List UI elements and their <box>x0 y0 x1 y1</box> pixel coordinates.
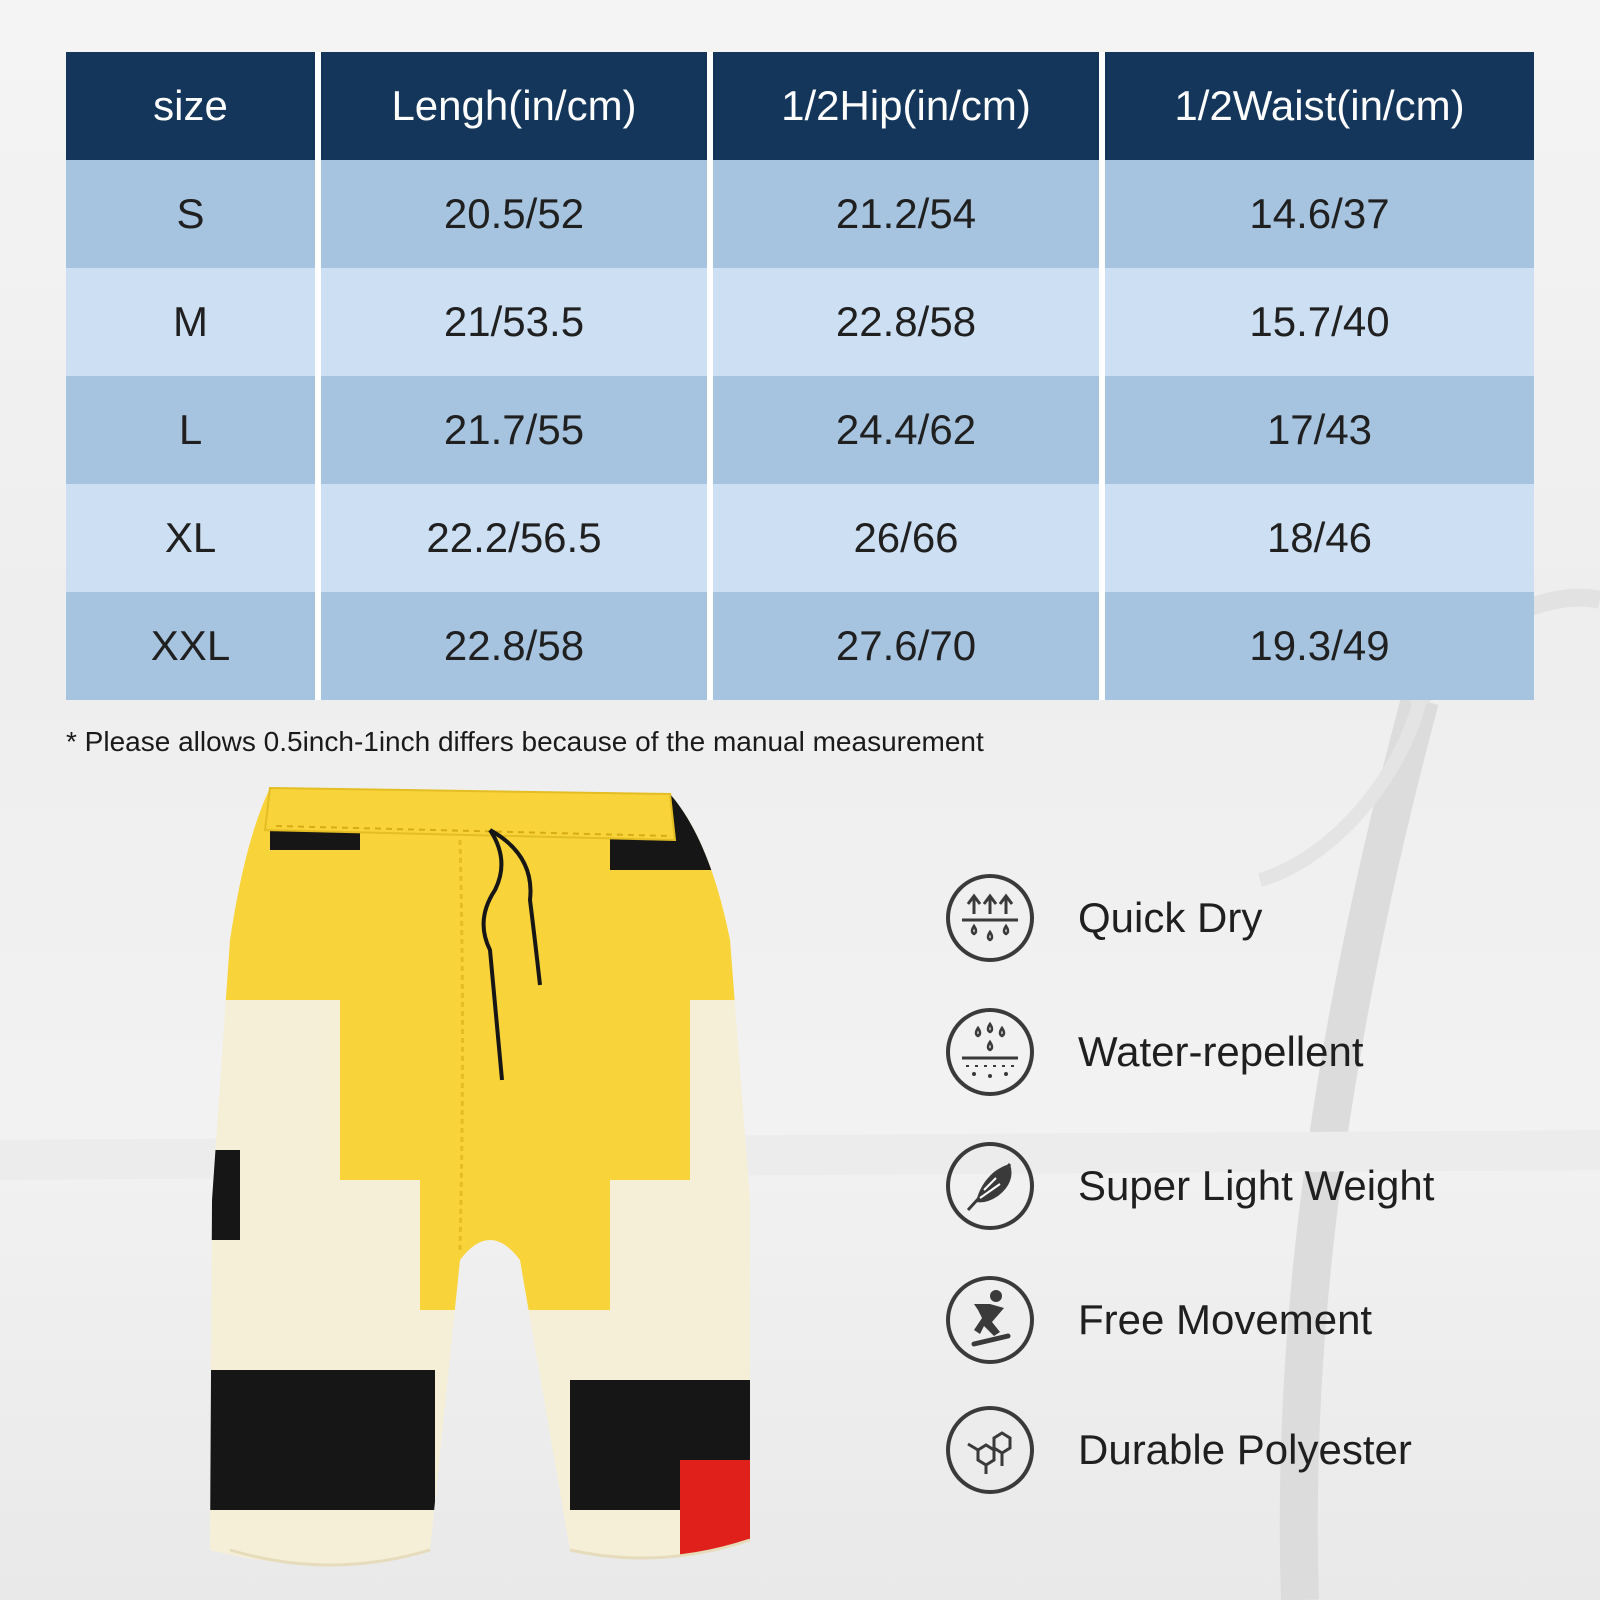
size-cell: L <box>66 376 321 484</box>
size-cell: XL <box>66 484 321 592</box>
hip-cell: 27.6/70 <box>713 592 1105 700</box>
header-size: size <box>66 52 321 160</box>
size-cell: XXL <box>66 592 321 700</box>
hip-cell: 21.2/54 <box>713 160 1105 268</box>
board-shorts-image <box>190 780 770 1580</box>
quick-dry-icon <box>944 872 1036 964</box>
measurement-note: * Please allows 0.5inch-1inch differs because of the manual measurement <box>66 726 984 757</box>
polyester-molecule-icon <box>944 1404 1036 1496</box>
waist-cell: 19.3/49 <box>1105 592 1534 700</box>
hip-cell: 24.4/62 <box>713 376 1105 484</box>
table-row <box>66 268 1534 376</box>
size-cell: S <box>66 160 321 268</box>
water-repellent-icon <box>944 1006 1036 1098</box>
feature-label: Quick Dry <box>1078 894 1263 941</box>
waist-cell: 15.7/40 <box>1105 268 1534 376</box>
table-row <box>66 484 1534 592</box>
table-row <box>66 160 1534 268</box>
length-cell: 20.5/52 <box>321 160 713 268</box>
header-half-waist: 1/2Waist(in/cm) <box>1105 52 1534 160</box>
feature-water-repellent <box>944 1004 1364 1100</box>
header-half-hip: 1/2Hip(in/cm) <box>713 52 1105 160</box>
waist-cell: 14.6/37 <box>1105 160 1534 268</box>
length-cell: 21/53.5 <box>321 268 713 376</box>
feature-super-light-weight <box>944 1138 1434 1234</box>
length-cell: 21.7/55 <box>321 376 713 484</box>
waist-cell: 17/43 <box>1105 376 1534 484</box>
length-cell: 22.2/56.5 <box>321 484 713 592</box>
feather-icon <box>944 1140 1036 1232</box>
table-row <box>66 592 1534 700</box>
table-row <box>66 376 1534 484</box>
skateboarder-icon <box>944 1274 1036 1366</box>
size-cell: M <box>66 268 321 376</box>
feature-quick-dry <box>944 870 1262 966</box>
feature-durable-polyester <box>944 1402 1412 1498</box>
feature-label: Durable Polyester <box>1078 1426 1412 1473</box>
header-length: Lengh(in/cm) <box>321 52 713 160</box>
length-cell: 22.8/58 <box>321 592 713 700</box>
hip-cell: 22.8/58 <box>713 268 1105 376</box>
waist-cell: 18/46 <box>1105 484 1534 592</box>
feature-free-movement <box>944 1272 1372 1368</box>
hip-cell: 26/66 <box>713 484 1105 592</box>
feature-label: Water-repellent <box>1078 1028 1364 1075</box>
feature-label: Free Movement <box>1078 1296 1373 1343</box>
size-chart-header-row <box>66 52 1534 160</box>
size-chart-table <box>66 52 1534 700</box>
feature-label: Super Light Weight <box>1078 1162 1435 1209</box>
